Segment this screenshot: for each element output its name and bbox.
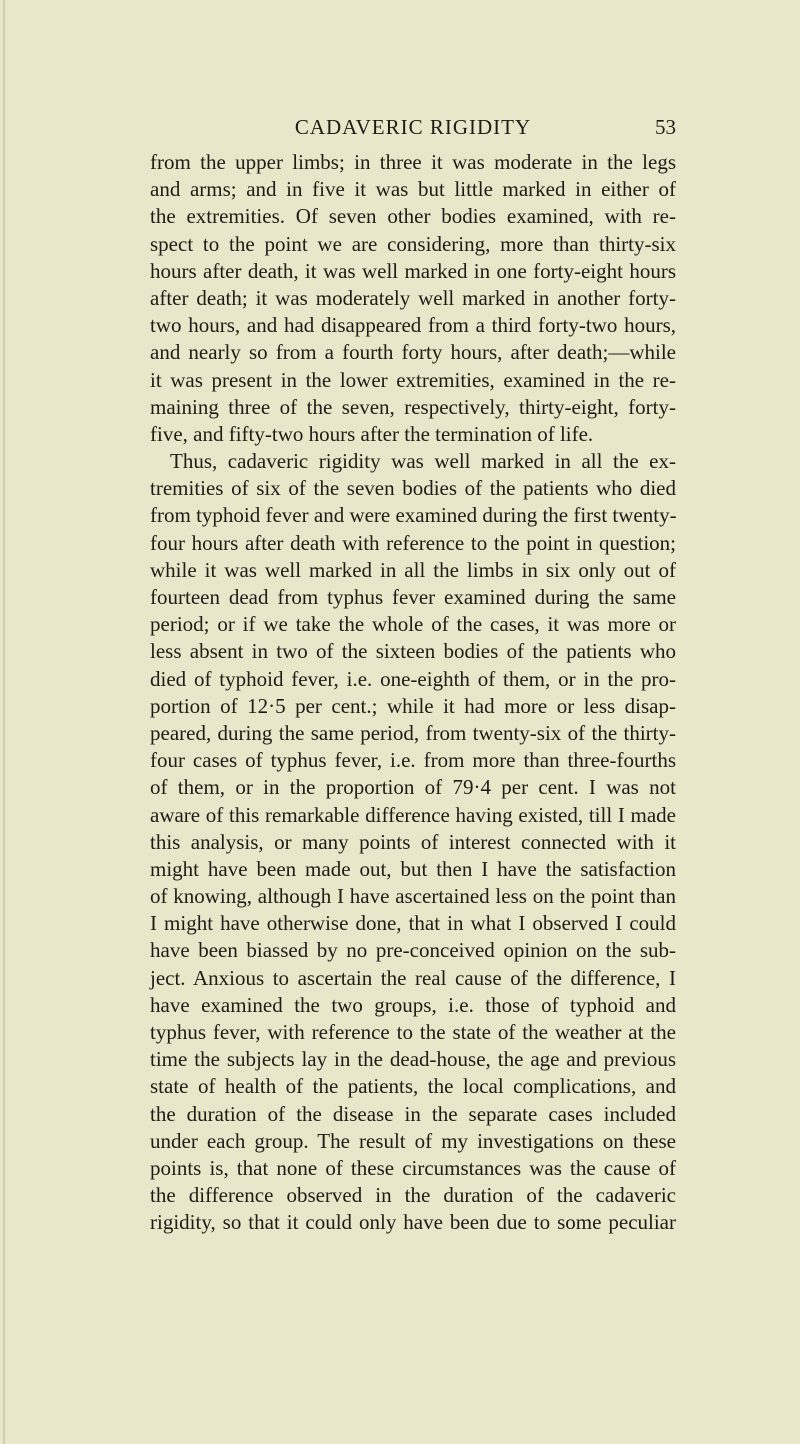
text-line: aware of this remarkable difference having existed, till I made xyxy=(150,802,676,827)
page-edge-rule xyxy=(3,0,5,1444)
running-head: CADAVERIC RIGIDITY xyxy=(294,115,532,139)
text-line: state of health of the patients, the local complications, and xyxy=(150,1074,676,1099)
body-text xyxy=(150,149,676,1237)
text-line: the duration of the disease in the separate cases included xyxy=(150,1101,676,1126)
text-line: this analysis, or many points of interest connected with it xyxy=(150,829,676,854)
text-line: the extremities. Of seven other bodies examined, with re- xyxy=(150,204,676,229)
text-line: less absent in two of the sixteen bodies of the patients who xyxy=(150,639,676,664)
text-line: maining three of the seven, respectively, thirty-eight, forty- xyxy=(150,394,676,419)
text-line: spect to the point we are considering, more than thirty-six xyxy=(150,231,676,256)
text-line: have been biassed by no pre-conceived opinion on the sub- xyxy=(150,938,676,963)
text-line: died of typhoid fever, i.e. one-eighth of them, or in the pro- xyxy=(150,666,676,691)
text-line: it was present in the lower extremities, examined in the re- xyxy=(150,367,676,392)
text-line: hours after death, it was well marked in one forty-eight hours xyxy=(150,258,676,283)
page-number: 53 xyxy=(655,115,676,139)
text-line: time the subjects lay in the dead-house, the age and previous xyxy=(150,1047,676,1072)
text-line: four hours after death with reference to the point in question; xyxy=(150,530,676,555)
text-line: from the upper limbs; in three it was moderate in the legs xyxy=(150,150,676,174)
text-line: four cases of typhus fever, i.e. from more than three-fourths xyxy=(150,748,676,773)
text-line: points is, that none of these circumstances was the cause of xyxy=(150,1155,676,1180)
text-line: under each group. The result of my investigations on these xyxy=(150,1128,676,1153)
paragraph-start-line: Thus, cadaveric rigidity was well marked in all the ex- xyxy=(170,449,676,474)
text-line: the difference observed in the duration of the cadaveric xyxy=(150,1183,676,1208)
text-line: two hours, and had disappeared from a third forty-two hours, xyxy=(150,313,676,338)
text-line: and arms; and in five it was but little marked in either of xyxy=(150,177,676,202)
text-line: fourteen dead from typhus fever examined during the same xyxy=(150,585,676,609)
text-line: portion of 12·5 per cent.; while it had more or less disap- xyxy=(150,693,676,718)
paragraph-end-line: five, and fifty-two hours after the termination of life. xyxy=(150,421,594,446)
text-line: typhus fever, with reference to the state of the weather at the xyxy=(150,1020,676,1044)
text-line: might have been made out, but then I have the satisfaction xyxy=(150,856,676,881)
text-line: of knowing, although I have ascertained less on the point than xyxy=(150,884,676,909)
text-line: while it was well marked in all the limbs in six only out of xyxy=(150,557,676,582)
text-line: peared, during the same period, from twenty-six of the thirty- xyxy=(150,720,676,745)
text-line: have examined the two groups, i.e. those of typhoid and xyxy=(150,992,676,1017)
text-line: rigidity, so that it could only have been due to some peculiar xyxy=(150,1210,676,1235)
text-line: ject. Anxious to ascertain the real cause of the difference, I xyxy=(150,965,676,990)
text-line: I might have otherwise done, that in what I observed I could xyxy=(150,911,676,936)
page-header xyxy=(150,115,676,145)
text-line: from typhoid fever and were examined during the first twenty- xyxy=(150,503,677,528)
text-line: tremities of six of the seven bodies of the patients who died xyxy=(150,476,676,501)
text-line: and nearly so from a fourth forty hours, after death;—while xyxy=(150,340,676,365)
text-line: after death; it was moderately well marked in another forty- xyxy=(150,285,676,310)
text-line: period; or if we take the whole of the cases, it was more or xyxy=(150,612,676,637)
text-line: of them, or in the proportion of 79·4 per cent. I was not xyxy=(150,775,676,800)
